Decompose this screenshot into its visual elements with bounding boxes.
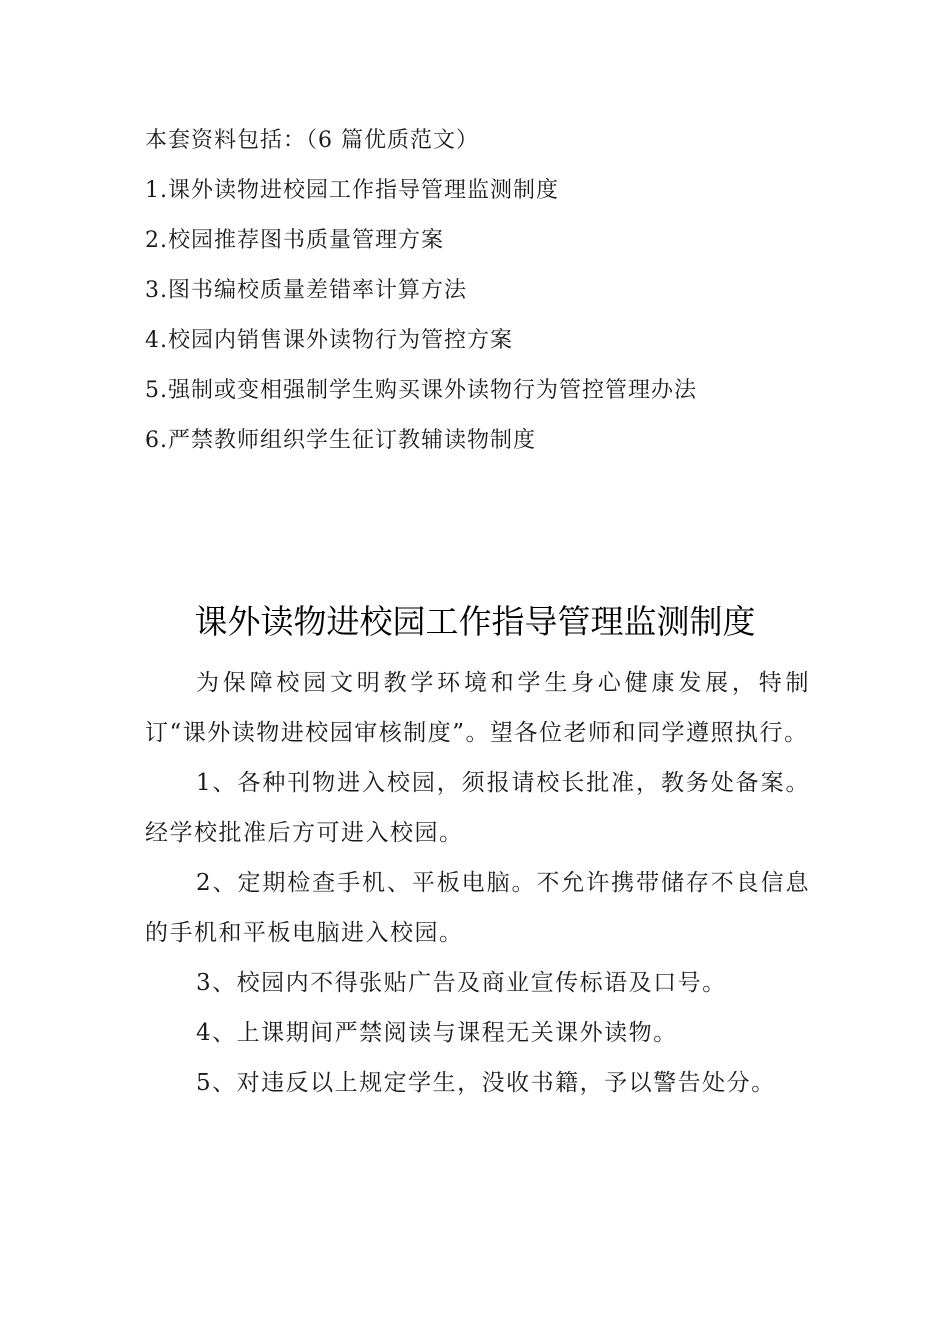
rule-paragraph-4: 4、上课期间严禁阅读与课程无关课外读物。 (196, 1020, 678, 1046)
contents-item-1: 1.课外读物进校园工作指导管理监测制度 (145, 178, 559, 203)
rule-paragraph-1: 1、各种刊物进入校园，须报请校长批准，教务处备案。经学校批准后方可进入校园。 (145, 770, 810, 846)
contents-item-4: 4.校园内销售课外读物行为管控方案 (145, 328, 513, 353)
document-title: 课外读物进校园工作指导管理监测制度 (194, 602, 756, 641)
document-body (145, 658, 810, 1108)
contents-item-2: 2.校园推荐图书质量管理方案 (145, 228, 444, 253)
intro-paragraph: 为保障校园文明教学环境和学生身心健康发展，特制订“课外读物进校园审核制度”。望各位老师和同学遵照执行。 (145, 670, 810, 746)
contents-item-6: 6.严禁教师组织学生征订教辅读物制度 (145, 428, 536, 453)
rule-paragraph-3: 3、校园内不得张贴广告及商业宣传标语及口号。 (196, 970, 727, 996)
contents-list (145, 116, 825, 466)
contents-item-3: 3.图书编校质量差错率计算方法 (145, 278, 467, 303)
contents-item-5: 5.强制或变相强制学生购买课外读物行为管控管理办法 (145, 378, 697, 403)
rule-paragraph-5: 5、对违反以上规定学生，没收书籍，予以警告处分。 (196, 1070, 776, 1096)
rule-paragraph-2: 2、定期检查手机、平板电脑。不允许携带储存不良信息的手机和平板电脑进入校园。 (145, 870, 810, 946)
contents-heading: 本套资料包括：（6 篇优质范文） (145, 128, 479, 153)
